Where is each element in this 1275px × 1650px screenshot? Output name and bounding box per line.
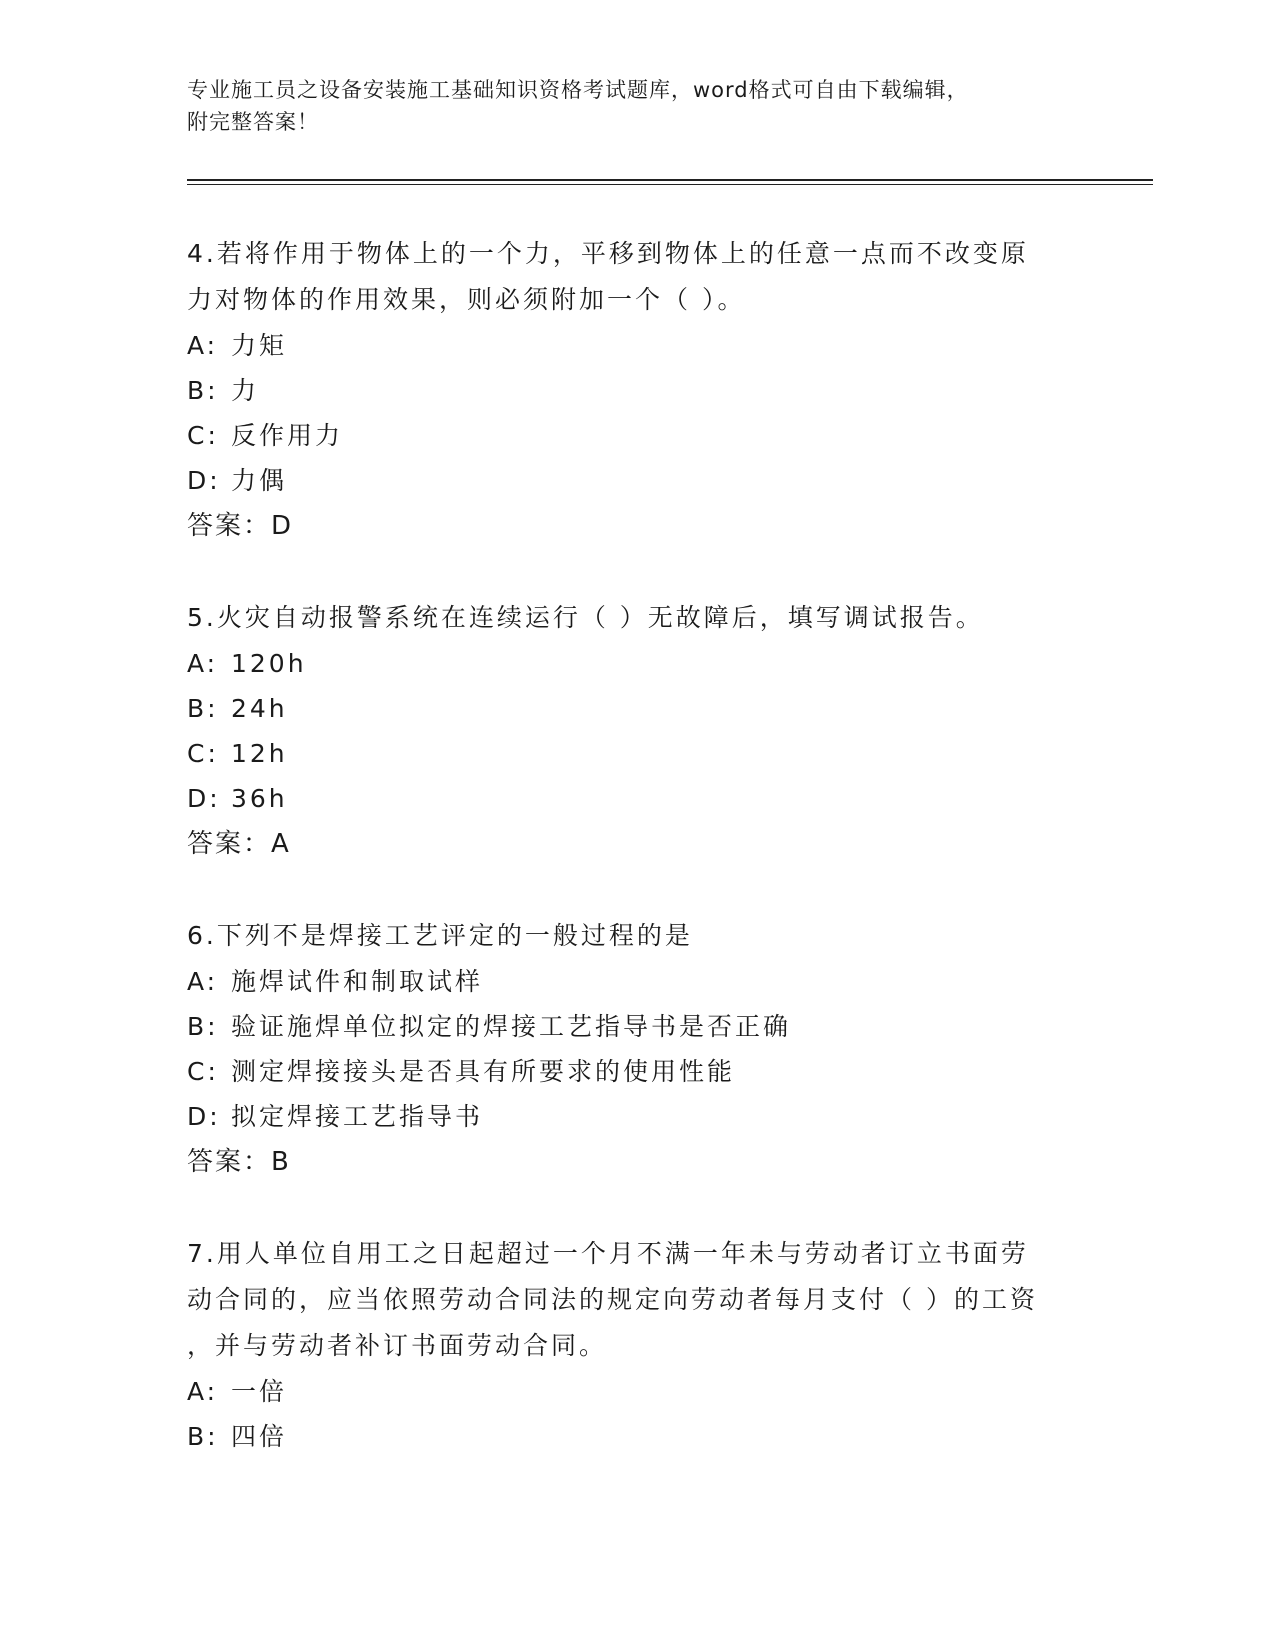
option-key: B:: [187, 1422, 219, 1451]
answer-line: 答案：B: [187, 1147, 291, 1177]
option-b: [187, 1414, 1087, 1459]
option-b: [187, 686, 1087, 731]
option-key: B:: [187, 694, 219, 723]
option-text: 36h: [231, 784, 288, 813]
question-stem: [187, 913, 1067, 959]
option-d: [187, 458, 1087, 503]
option-key: B:: [187, 376, 219, 405]
option-key: A:: [187, 331, 219, 360]
question-stem-line: 5.火灾自动报警系统在连续运行（ ）无故障后，填写调试报告。: [187, 603, 984, 632]
option-key: B:: [187, 1012, 219, 1041]
question-5: [187, 595, 1087, 867]
option-text: 力: [231, 376, 260, 405]
option-c: [187, 1049, 1087, 1094]
option-c: [187, 731, 1087, 776]
option-key: A:: [187, 967, 219, 996]
option-text: 力矩: [231, 331, 288, 360]
option-key: D:: [187, 466, 221, 495]
option-text: 力偶: [231, 466, 288, 495]
question-stem: [187, 231, 1067, 323]
option-b: [187, 1004, 1087, 1049]
question-stem-line: 4.若将作用于物体上的一个力，平移到物体上的任意一点而不改变原: [187, 239, 1029, 268]
option-text: 24h: [231, 694, 288, 723]
question-stem-line: 7.用人单位自用工之日起超过一个月不满一年未与劳动者订立书面劳: [187, 1239, 1029, 1268]
option-key: A:: [187, 649, 219, 678]
question-stem-line: ，并与劳动者补订书面劳动合同。: [187, 1331, 608, 1360]
option-text: 拟定焊接工艺指导书: [231, 1102, 484, 1131]
document-header: [187, 74, 1067, 138]
question-4: [187, 231, 1087, 549]
question-7: [187, 1231, 1087, 1459]
option-text: 施焊试件和制取试样: [231, 967, 484, 996]
option-a: [187, 1369, 1087, 1414]
option-key: C:: [187, 1057, 219, 1086]
option-c: [187, 413, 1087, 458]
option-a: [187, 959, 1087, 1004]
option-a: [187, 641, 1087, 686]
question-stem-line: 力对物体的作用效果，则必须附加一个（ ）。: [187, 285, 746, 314]
question-stem-line: 6.下列不是焊接工艺评定的一般过程的是: [187, 921, 693, 950]
option-text: 12h: [231, 739, 288, 768]
question-stem: [187, 595, 1067, 641]
header-divider-thick: [187, 179, 1153, 181]
option-key: D:: [187, 784, 221, 813]
header-line-2: 附完整答案！: [187, 110, 319, 134]
option-key: C:: [187, 421, 219, 450]
option-text: 测定焊接接头是否具有所要求的使用性能: [231, 1057, 736, 1086]
option-key: C:: [187, 739, 219, 768]
question-stem: [187, 1231, 1067, 1369]
header-divider-thin: [187, 184, 1153, 185]
option-b: [187, 368, 1087, 413]
option-key: D:: [187, 1102, 221, 1131]
answer-line: 答案：A: [187, 829, 291, 859]
option-a: [187, 323, 1087, 368]
option-text: 反作用力: [231, 421, 344, 450]
option-text: 验证施焊单位拟定的焊接工艺指导书是否正确: [231, 1012, 792, 1041]
header-line-1: 专业施工员之设备安装施工基础知识资格考试题库，word格式可自由下载编辑，: [187, 78, 969, 102]
option-text: 120h: [231, 649, 307, 678]
option-text: 四倍: [231, 1422, 288, 1451]
answer-line: 答案：D: [187, 511, 294, 541]
question-list: [187, 231, 1087, 1505]
option-key: A:: [187, 1377, 219, 1406]
option-d: [187, 776, 1087, 821]
question-stem-line: 动合同的，应当依照劳动合同法的规定向劳动者每月支付（ ）的工资: [187, 1285, 1038, 1314]
option-text: 一倍: [231, 1377, 288, 1406]
question-6: [187, 913, 1087, 1185]
option-d: [187, 1094, 1087, 1139]
